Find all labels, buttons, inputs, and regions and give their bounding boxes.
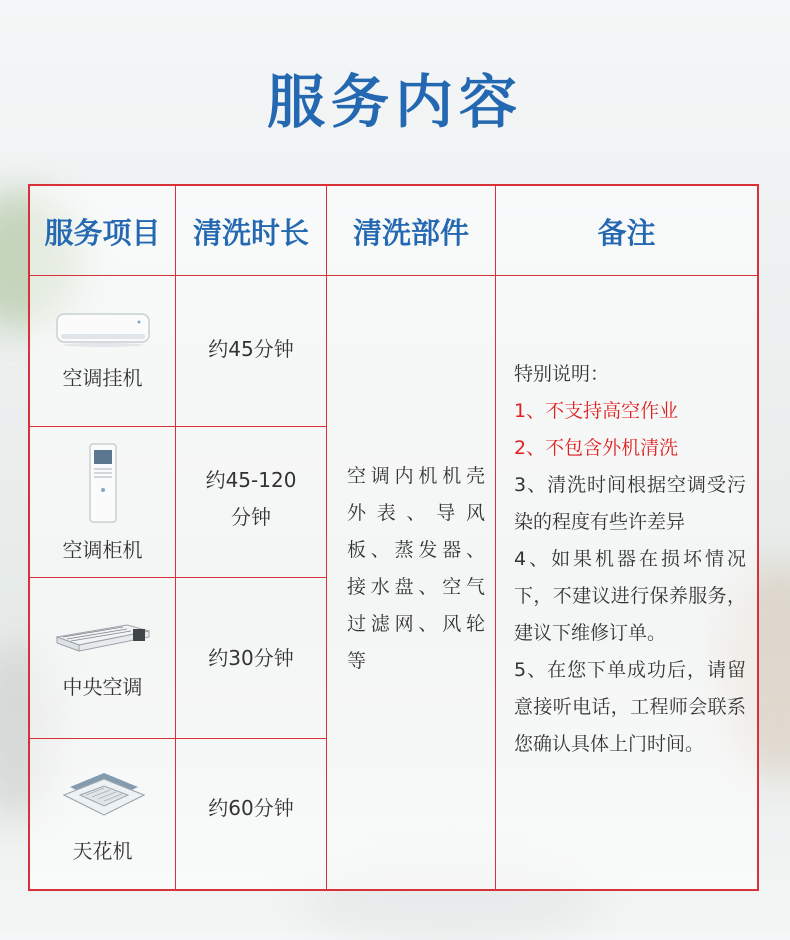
duration-value-line2: 分钟 [231, 505, 271, 529]
item-label: 中央空调 [62, 674, 143, 699]
note-item: 4、如果机器在损坏情况下，不建议进行保养服务，建议下维修订单。 [514, 548, 746, 644]
header-service-item: 服务项目 [44, 215, 161, 250]
notes-block [514, 356, 746, 763]
note-item: 2、不包含外机清洗 [514, 437, 679, 459]
duration-value: 约60分钟 [208, 796, 294, 820]
duct-ac-icon [53, 617, 153, 657]
item-label: 天花机 [72, 838, 133, 863]
header-notes: 备注 [597, 215, 656, 250]
note-item: 5、在您下单成功后，请留意接听电话，工程师会联系您确认具体上门时间。 [514, 659, 746, 755]
item-cell [30, 739, 175, 889]
wall-ac-icon [55, 312, 151, 348]
duration-cell [176, 739, 326, 889]
duration-value-line1: 约45-120 [205, 468, 297, 492]
item-label: 空调柜机 [62, 537, 143, 562]
header-duration: 清洗时长 [192, 215, 309, 250]
item-cell [30, 276, 175, 426]
service-table [28, 184, 759, 891]
duration-cell [176, 578, 326, 738]
parts-description: 空调内机机壳外表、导风板、蒸发器、接水盘、空气过滤网、风轮等 [347, 465, 487, 672]
duration-value: 约45分钟 [208, 337, 294, 361]
header-parts: 清洗部件 [352, 215, 469, 250]
item-label: 空调挂机 [62, 365, 143, 390]
cassette-ac-icon [60, 765, 146, 825]
grid-line [326, 186, 327, 889]
item-cell [30, 427, 175, 577]
duration-cell [176, 276, 326, 426]
item-cell [30, 578, 175, 738]
note-heading: 特别说明： [514, 363, 610, 385]
note-item: 3、清洗时间根据空调受污染的程度有些许差异 [514, 474, 746, 533]
grid-line [495, 186, 496, 889]
floor-ac-icon [86, 442, 120, 526]
note-item: 1、不支持高空作业 [514, 400, 679, 422]
duration-value: 约30分钟 [208, 646, 294, 670]
page-title: 服务内容 [266, 68, 523, 136]
duration-cell [176, 427, 326, 577]
